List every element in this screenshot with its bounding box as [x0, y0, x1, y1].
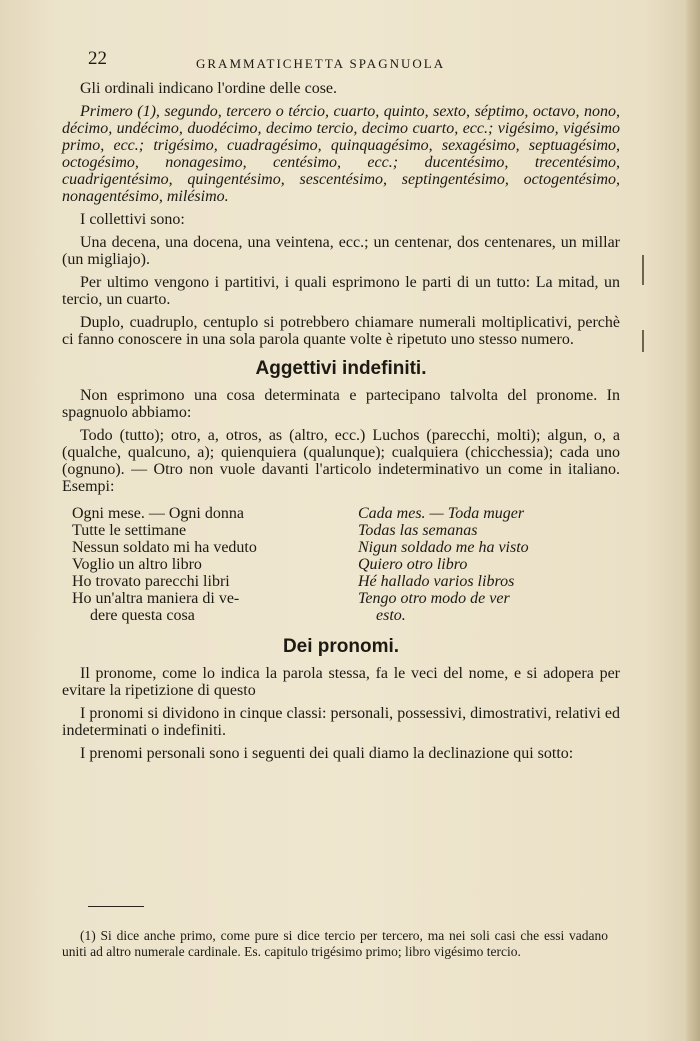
paragraph-partitivi: Per ultimo vengono i partitivi, i quali esprimono le parti di un tutto: La mitad, un tercio, un cuarto. — [62, 274, 620, 308]
page-body — [62, 80, 620, 768]
example-es: Quiero otro libro — [358, 556, 468, 573]
paragraph-indefiniti-intro: Non esprimono una cosa determinata e partecipano talvolta del pronome. In spagnuolo abbiamo: — [62, 387, 620, 421]
example-it: Ho trovato parecchi libri — [72, 573, 230, 590]
footnote — [62, 928, 608, 960]
paragraph-indefiniti-list: Todo (tutto); otro, a, otros, as (altro, ecc.) Luchos (parecchi, molti); algun, o, a (qualche, qualcuno, a); quienquiera (qualunque); cualquiera (chicchessia); cada uno (ognuno). — Otro non vuole davanti l'articolo indeterminativo un come in italiano. Esempi: — [62, 427, 620, 495]
paragraph-ordinali-list: Primero (1), segundo, tercero o tércio, cuarto, quinto, sexto, séptimo, octavo, nono, décimo, undécimo, duodécimo, decimo tercio, decimo cuarto, ecc.; vigésimo, vigésimo primo, ecc.; trigésimo, cuadragésimo, quinquagésimo, sexagésimo, septuagésimo, octogésimo, nonagesimo, centésimo, ecc.; ducentésimo, trecentésimo, cuadrigentésimo, quingentésimo, sescentésimo, septingentésimo, octogentésimo, nonagentésimo, milésimo. — [62, 103, 620, 205]
section-title-indefiniti: Aggettivi indefiniti. — [255, 358, 427, 379]
example-es: Cada mes. — Toda muger — [358, 505, 525, 522]
paragraph-collettivi-intro: I collettivi sono: — [80, 211, 185, 228]
page-spine-shadow — [686, 0, 700, 1041]
page-header — [88, 48, 660, 72]
example-it: Ho un'altra maniera di ve- — [72, 590, 240, 607]
paragraph-ordinali-intro: Gli ordinali indicano l'ordine delle cose. — [80, 80, 338, 97]
example-es: Tengo otro modo de ver — [358, 590, 510, 607]
footnote-text: (1) Si dice anche primo, come pure si dice tercio per tercero, ma nei soli casi che essi vadano uniti ad altro numerale cardinale. Es. capitulo trigésimo primo; libro vigésimo tercio. — [62, 928, 608, 959]
paragraph-collettivi-list: Una decena, una docena, una veintena, ecc.; un centenar, dos centenares, un millar (un migliajo). — [62, 234, 620, 268]
example-es: esto. — [376, 607, 406, 624]
paragraph-moltiplicativi: Duplo, cuadruplo, centuplo si potrebbero chiamare numerali moltiplicativi, perchè ci fanno conoscere in una sola parola quante volte è ripetuto uno stesso numero. — [62, 314, 620, 348]
example-it: Voglio un altro libro — [72, 556, 202, 573]
footnote-rule — [88, 906, 144, 907]
example-it: Tutte le settimane — [72, 522, 187, 539]
page-number: 22 — [88, 48, 107, 69]
example-es: Hé hallado varios libros — [358, 573, 515, 590]
margin-mark — [642, 330, 644, 352]
example-it: Ogni mese. — Ogni donna — [72, 505, 244, 522]
paragraph-pronomi-intro: Il pronome, come lo indica la parola stessa, fa le veci del nome, e si adopera per evitare la ripetizione di questo — [62, 665, 620, 699]
example-it: Nessun soldato mi ha veduto — [72, 539, 257, 556]
paragraph-pronomi-personali: I prenomi personali sono i seguenti dei quali diamo la declinazione qui sotto: — [80, 745, 574, 762]
examples-spanish — [358, 505, 620, 624]
section-title-pronomi: Dei pronomi. — [282, 636, 400, 657]
examples-table — [62, 505, 620, 624]
paragraph-pronomi-classi: I pronomi si dividono in cinque classi: personali, possessivi, dimostrativi, relativi ed indeterminati o indefiniti. — [62, 705, 620, 739]
example-es: Nigun soldado me ha visto — [358, 539, 529, 556]
running-title: GRAMMATICHETTA SPAGNUOLA — [196, 56, 446, 71]
example-es: Todas las semanas — [358, 522, 478, 539]
examples-italian — [62, 505, 320, 624]
example-it: dere questa cosa — [90, 607, 195, 624]
margin-mark — [642, 255, 644, 285]
